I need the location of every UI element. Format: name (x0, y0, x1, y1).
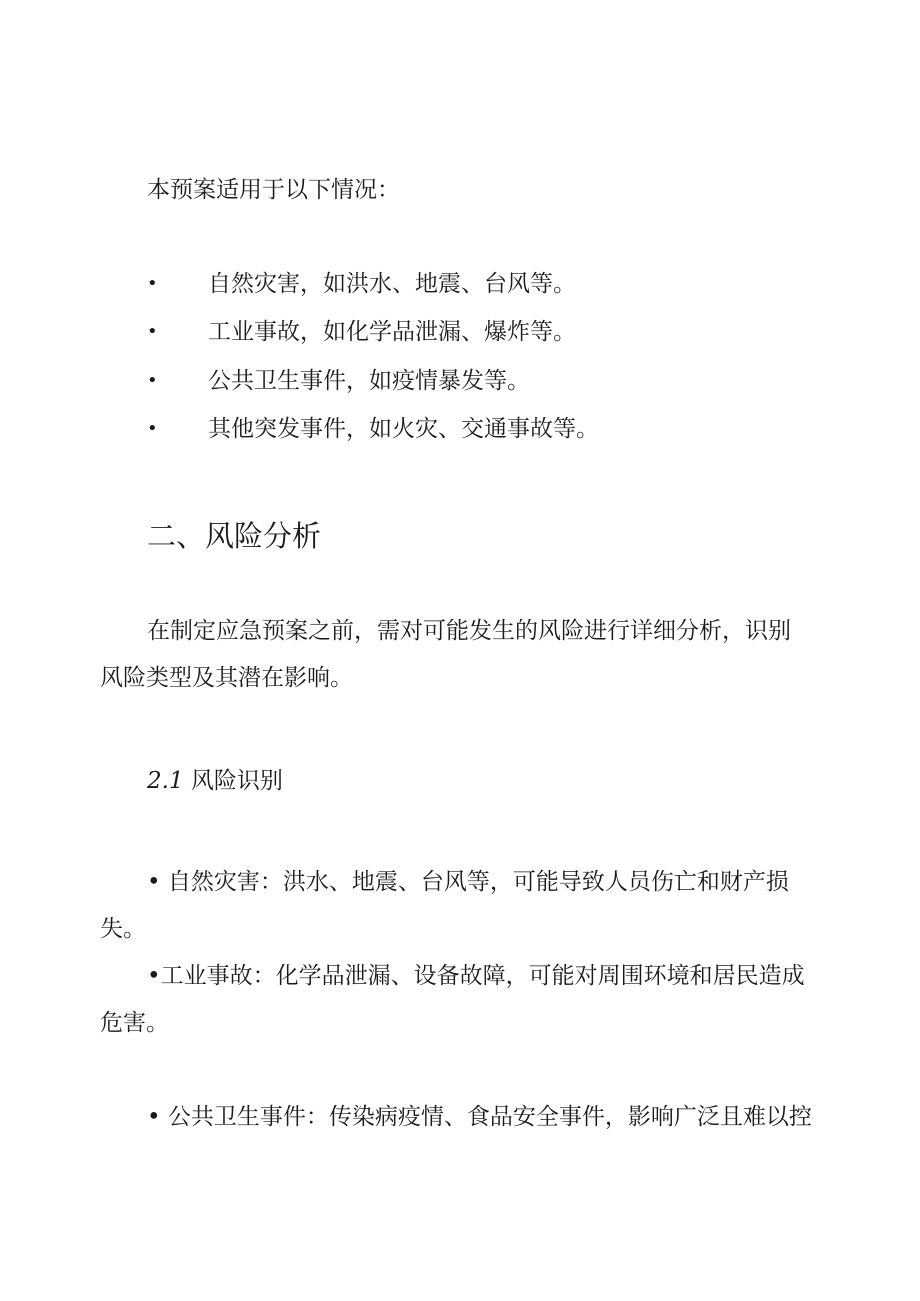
section-paragraph-line-2: 风险类型及其潜在影响。 (100, 665, 353, 691)
risk-item-industrial-line-1: •工业事故：化学品泄漏、设备故障，可能对周围环境和居民造成 (147, 963, 805, 989)
section-paragraph-line-1: 在制定应急预案之前，需对可能发生的风险进行详细分析，识别 (147, 618, 791, 644)
intro-text: 本预案适用于以下情况： (147, 177, 400, 203)
scope-item-public-health: 公共卫生事件，如疫情暴发等。 (208, 368, 530, 394)
bullet-icon: • (147, 370, 158, 391)
subsection-heading-risk-identification (147, 766, 283, 796)
scope-item-industrial-accident: 工业事故，如化学品泄漏、爆炸等。 (208, 319, 576, 345)
bullet-icon: • (147, 418, 158, 439)
risk-item-public-health-line-1: • 公共卫生事件：传染病疫情、食品安全事件，影响广泛且难以控 (147, 1104, 812, 1130)
subsection-title: 风险识别 (190, 768, 283, 794)
bullet-icon: • (147, 321, 158, 342)
subsection-number: 2.1 (147, 768, 184, 794)
section-heading-risk-analysis: 二、风险分析 (147, 519, 322, 553)
scope-item-other-emergency: 其他突发事件，如火灾、交通事故等。 (208, 416, 599, 442)
risk-item-natural-line-1: • 自然灾害：洪水、地震、台风等，可能导致人员伤亡和财产损 (147, 869, 789, 895)
risk-item-natural-line-2: 失。 (100, 916, 146, 942)
risk-item-industrial-line-2: 危害。 (100, 1010, 169, 1036)
bullet-icon: • (147, 273, 158, 294)
scope-item-natural-disaster: 自然灾害，如洪水、地震、台风等。 (208, 271, 576, 297)
